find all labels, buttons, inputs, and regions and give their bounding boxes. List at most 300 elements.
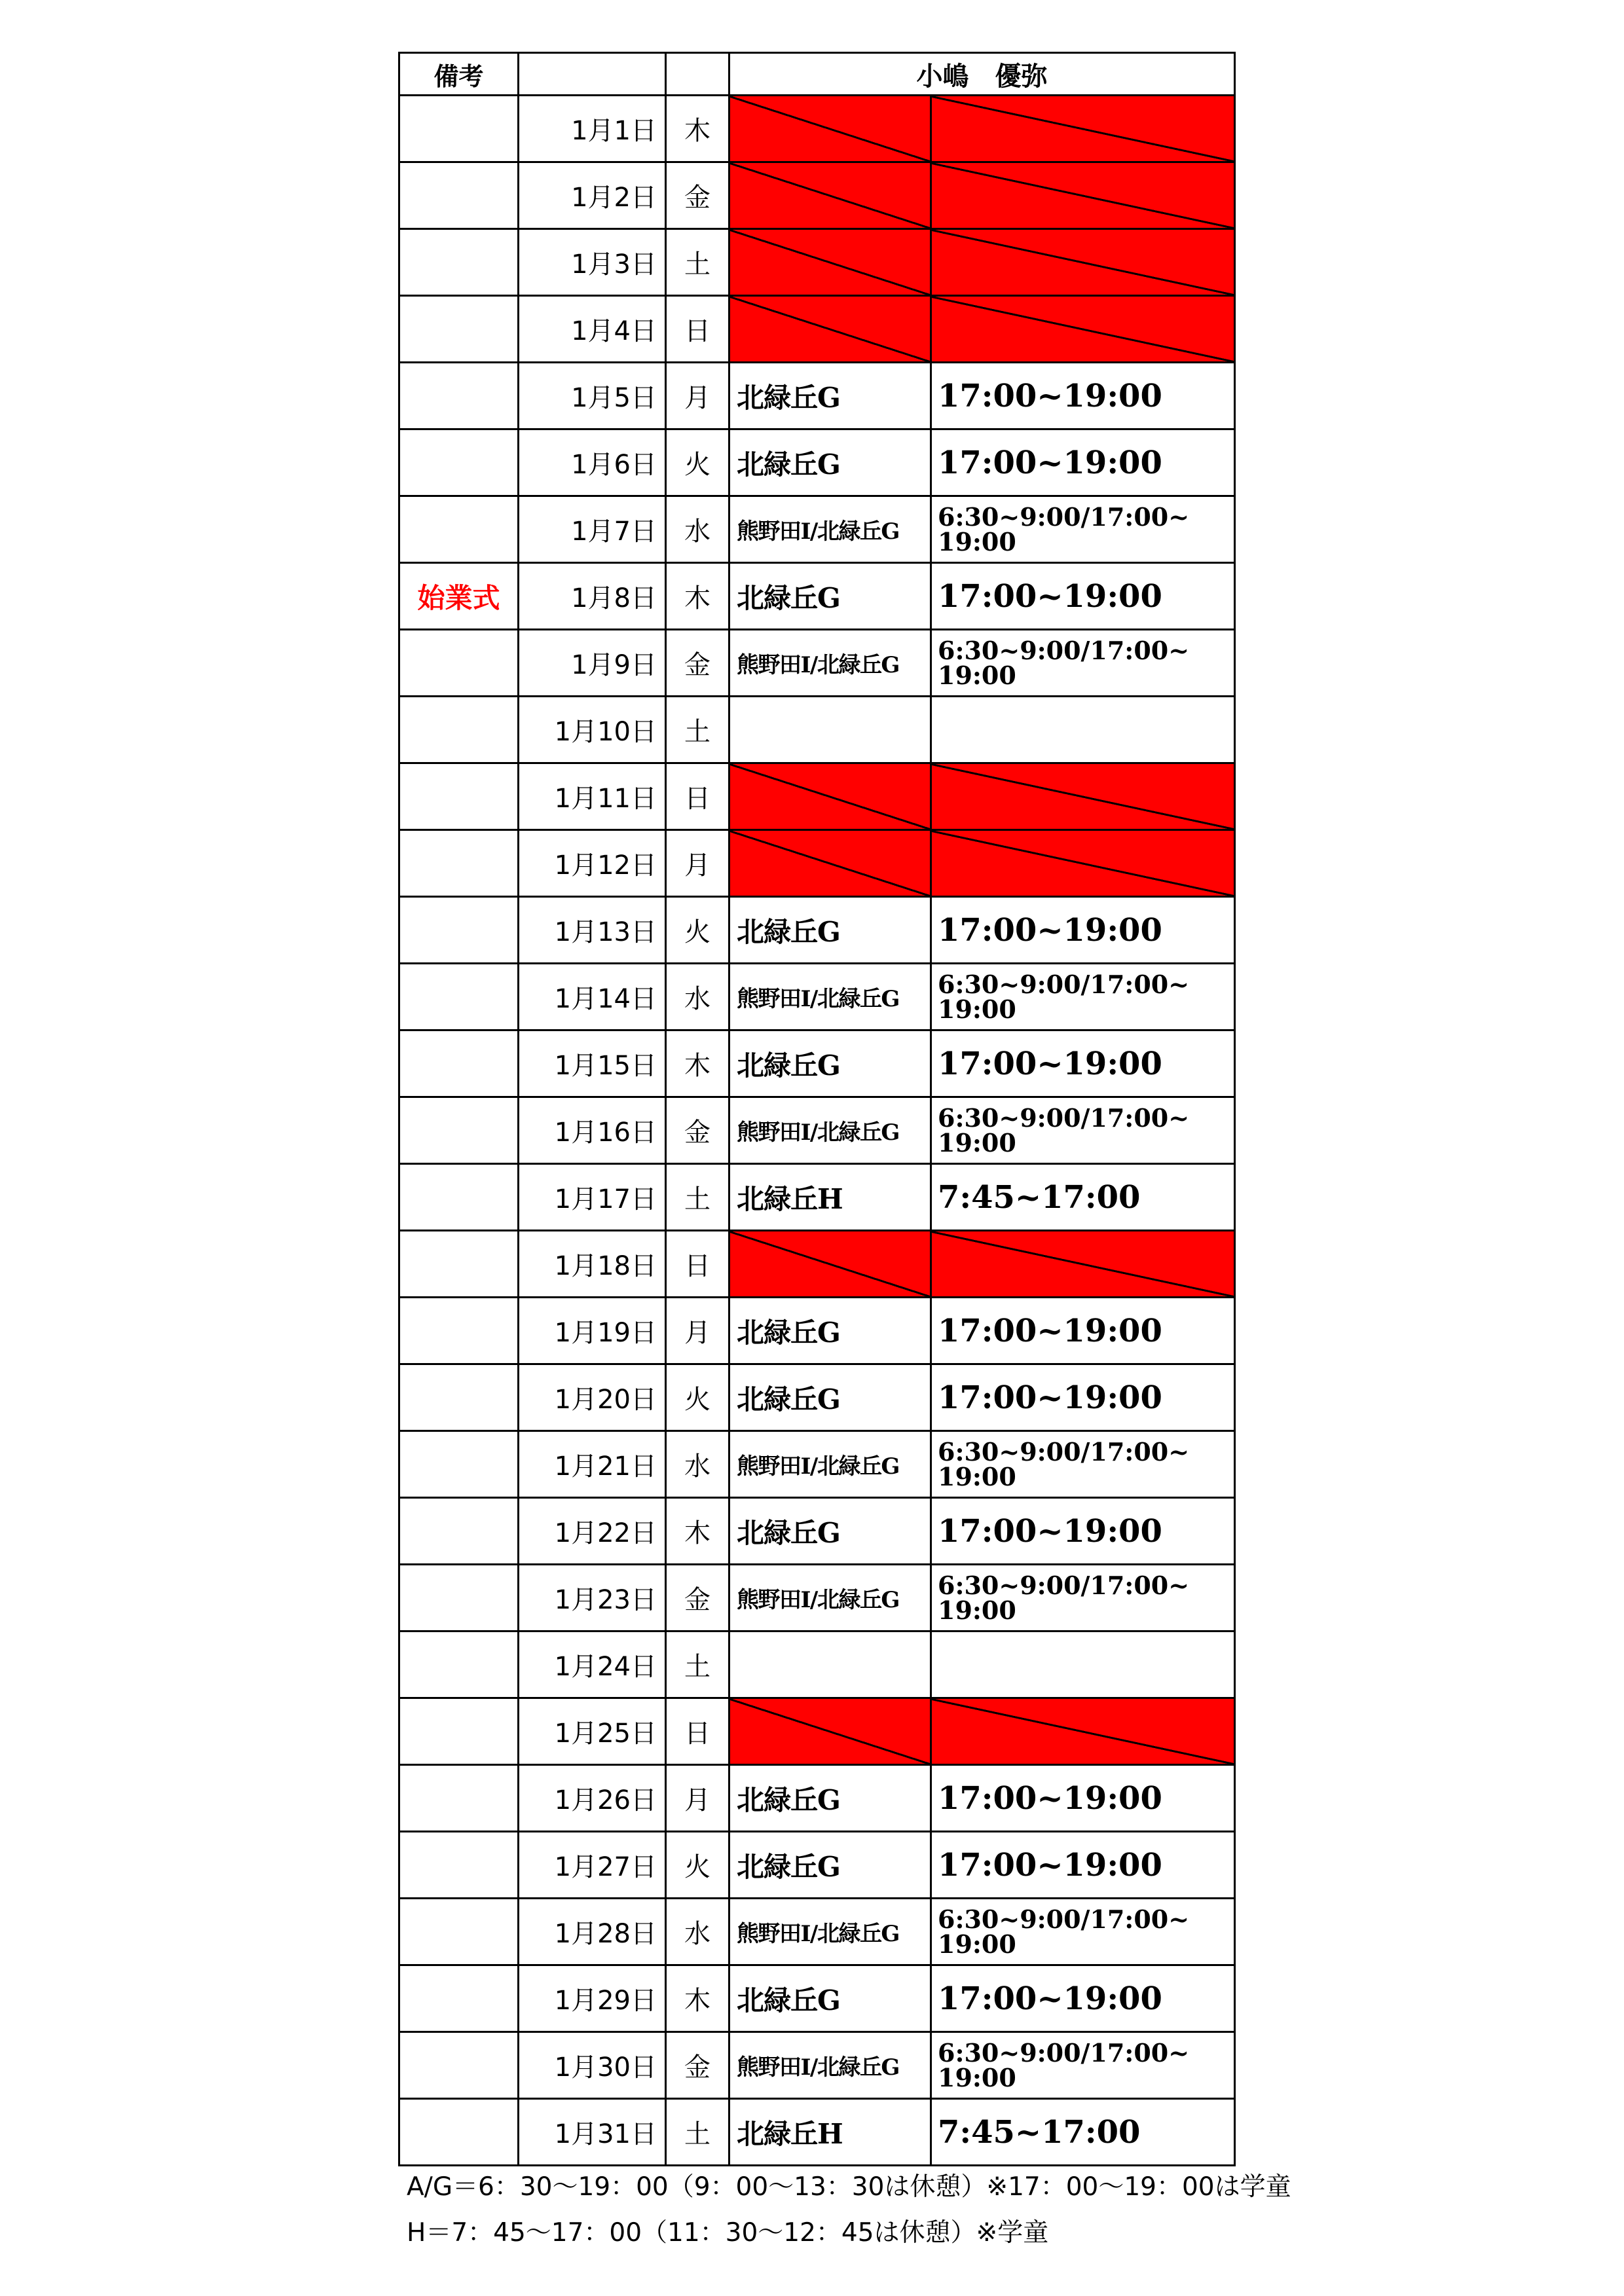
- location-cell: [730, 1565, 932, 1632]
- date-cell: [519, 430, 667, 497]
- location-text: 熊野田I/北緑丘G: [737, 986, 899, 1012]
- weekday-text: 土: [684, 1652, 710, 1682]
- location-text: 北緑丘H: [737, 2117, 843, 2150]
- schedule-row: [400, 764, 1236, 831]
- location-cell: [730, 564, 932, 630]
- note-cell: [400, 1231, 519, 1298]
- schedule-row: [400, 96, 1236, 163]
- date-text: 1月31日: [554, 2119, 657, 2149]
- time-cell: [932, 697, 1236, 764]
- schedule-row: [400, 1165, 1236, 1231]
- weekday-cell: [667, 230, 730, 297]
- schedule-row: [400, 497, 1236, 564]
- location-cell: [730, 630, 932, 697]
- date-text: 1月27日: [554, 1852, 657, 1882]
- weekday-text: 金: [684, 1118, 710, 1148]
- weekday-text: 日: [684, 1719, 710, 1749]
- date-cell: [519, 96, 667, 163]
- location-cell: [730, 1365, 932, 1432]
- date-cell: [519, 2100, 667, 2166]
- weekday-text: 火: [684, 1852, 710, 1882]
- date-text: 1月21日: [554, 1451, 657, 1482]
- time-text: 7:45~17:00: [938, 2113, 1141, 2151]
- weekday-cell: [667, 497, 730, 564]
- date-cell: [519, 1499, 667, 1565]
- schedule-row: [400, 297, 1236, 363]
- schedule-row: [400, 430, 1236, 497]
- weekday-text: 水: [684, 984, 710, 1014]
- date-cell: [519, 1031, 667, 1098]
- date-cell: [519, 1365, 667, 1432]
- date-cell: [519, 1766, 667, 1832]
- weekday-text: 月: [684, 383, 710, 413]
- footer-note-line: H＝7：45～17：00（11：30～12：45は休憩）※学童: [407, 2218, 1049, 2248]
- time-cell: [932, 2033, 1236, 2100]
- location-cell: [730, 1165, 932, 1231]
- location-cell: [730, 1966, 932, 2033]
- weekday-cell: [667, 163, 730, 230]
- location-text: 熊野田I/北緑丘G: [737, 652, 899, 678]
- date-cell: [519, 764, 667, 831]
- weekday-text: 土: [684, 2119, 710, 2149]
- weekday-cell: [667, 430, 730, 497]
- date-text: 1月20日: [554, 1385, 657, 1415]
- weekday-text: 火: [684, 917, 710, 947]
- note-cell: [400, 1699, 519, 1766]
- weekday-text: 水: [684, 1451, 710, 1482]
- weekday-text: 木: [684, 1518, 710, 1548]
- time-cell: [932, 964, 1236, 1031]
- schedule-row: [400, 1031, 1236, 1098]
- location-cell: [730, 1899, 932, 1966]
- weekday-cell: [667, 1499, 730, 1565]
- closed-time-cell: [932, 764, 1236, 831]
- schedule-row: [400, 1632, 1236, 1699]
- note-cell: [400, 1766, 519, 1832]
- location-cell: [730, 430, 932, 497]
- time-cell: [932, 363, 1236, 430]
- schedule-row: [400, 1832, 1236, 1899]
- location-cell: [730, 1098, 932, 1165]
- weekday-cell: [667, 1699, 730, 1766]
- note-cell: [400, 497, 519, 564]
- schedule-row: [400, 2100, 1236, 2166]
- location-text: 北緑丘G: [737, 1783, 840, 1816]
- weekday-cell: [667, 96, 730, 163]
- note-cell: [400, 697, 519, 764]
- location-text: 北緑丘G: [737, 915, 840, 948]
- time-text: 17:00~19:00: [938, 1045, 1162, 1082]
- time-text: 17:00~19:00: [938, 377, 1162, 414]
- date-text: 1月19日: [554, 1318, 657, 1348]
- time-text: 17:00~19:00: [938, 911, 1162, 949]
- schedule-row: [400, 630, 1236, 697]
- closed-time-cell: [932, 96, 1236, 163]
- schedule-row: [400, 898, 1236, 964]
- note-cell: [400, 630, 519, 697]
- closed-time-cell: [932, 297, 1236, 363]
- weekday-text: 土: [684, 249, 710, 280]
- date-text: 1月23日: [554, 1585, 657, 1615]
- schedule-row: [400, 1966, 1236, 2033]
- closed-time-cell: [932, 163, 1236, 230]
- weekday-text: 水: [684, 1919, 710, 1949]
- weekday-text: 木: [684, 1051, 710, 1081]
- note-cell: [400, 898, 519, 964]
- location-cell: [730, 2033, 932, 2100]
- note-cell: [400, 2100, 519, 2166]
- date-cell: [519, 1966, 667, 2033]
- time-text: 17:00~19:00: [938, 1512, 1162, 1550]
- date-cell: [519, 1098, 667, 1165]
- time-cell: [932, 1165, 1236, 1231]
- location-text: 熊野田I/北緑丘G: [737, 519, 899, 545]
- weekday-cell: [667, 1832, 730, 1899]
- weekday-text: 月: [684, 850, 710, 881]
- schedule-row: [400, 1899, 1236, 1966]
- schedule-body: [400, 96, 1236, 2166]
- note-cell: [400, 764, 519, 831]
- date-text: 1月11日: [554, 784, 657, 814]
- weekday-text: 木: [684, 1986, 710, 2016]
- weekday-text: 水: [684, 517, 710, 547]
- weekday-cell: [667, 2100, 730, 2166]
- weekday-text: 土: [684, 717, 710, 747]
- time-text: 17:00~19:00: [938, 1379, 1162, 1416]
- weekday-text: 月: [684, 1318, 710, 1348]
- closed-time-cell: [932, 1231, 1236, 1298]
- date-header-cell: [519, 54, 667, 96]
- weekday-text: 金: [684, 2052, 710, 2083]
- schedule-row: [400, 163, 1236, 230]
- date-cell: [519, 1699, 667, 1766]
- schedule-row: [400, 363, 1236, 430]
- weekday-cell: [667, 697, 730, 764]
- location-text: 北緑丘G: [737, 1984, 840, 2016]
- schedule-row: [400, 831, 1236, 898]
- weekday-cell: [667, 831, 730, 898]
- weekday-cell: [667, 297, 730, 363]
- weekday-text: 火: [684, 450, 710, 480]
- schedule-row: [400, 564, 1236, 630]
- note-cell: [400, 1165, 519, 1231]
- time-text: 17:00~19:00: [938, 1312, 1162, 1349]
- weekday-text: 土: [684, 1184, 710, 1214]
- note-cell: [400, 230, 519, 297]
- weekday-cell: [667, 1432, 730, 1499]
- date-cell: [519, 163, 667, 230]
- date-text: 1月4日: [571, 316, 657, 346]
- date-text: 1月10日: [554, 717, 657, 747]
- date-cell: [519, 1165, 667, 1231]
- time-text: 17:00~19:00: [938, 1779, 1162, 1817]
- date-text: 1月13日: [554, 917, 657, 947]
- date-text: 1月9日: [571, 650, 657, 680]
- time-cell: [932, 2100, 1236, 2166]
- time-cell: [932, 1899, 1236, 1966]
- note-cell: [400, 1632, 519, 1699]
- closed-location-cell: [730, 297, 932, 363]
- date-text: 1月2日: [571, 183, 657, 213]
- date-text: 1月17日: [554, 1184, 657, 1214]
- location-text: 北緑丘H: [737, 1182, 843, 1215]
- schedule-row: [400, 1766, 1236, 1832]
- location-text: 北緑丘G: [737, 1316, 840, 1349]
- footer-notes: [407, 2164, 1291, 2256]
- date-text: 1月14日: [554, 984, 657, 1014]
- schedule-row: [400, 230, 1236, 297]
- weekday-text: 金: [684, 1585, 710, 1615]
- date-cell: [519, 363, 667, 430]
- date-text: 1月1日: [571, 116, 657, 146]
- date-cell: [519, 964, 667, 1031]
- time-text: 6:30~9:00/17:00~ 19:00: [938, 635, 1190, 690]
- time-text: 17:00~19:00: [938, 1980, 1162, 2017]
- closed-location-cell: [730, 764, 932, 831]
- closed-time-cell: [932, 1699, 1236, 1766]
- date-cell: [519, 297, 667, 363]
- schedule-row: [400, 1231, 1236, 1298]
- closed-location-cell: [730, 831, 932, 898]
- date-cell: [519, 1565, 667, 1632]
- location-cell: [730, 898, 932, 964]
- time-text: 17:00~19:00: [938, 1846, 1162, 1884]
- time-cell: [932, 1499, 1236, 1565]
- location-text: 熊野田I/北緑丘G: [737, 1453, 899, 1480]
- weekday-cell: [667, 1565, 730, 1632]
- date-text: 1月18日: [554, 1251, 657, 1281]
- note-cell: [400, 1832, 519, 1899]
- date-text: 1月24日: [554, 1652, 657, 1682]
- weekday-cell: [667, 1298, 730, 1365]
- time-cell: [932, 1365, 1236, 1432]
- closed-time-cell: [932, 230, 1236, 297]
- weekday-cell: [667, 964, 730, 1031]
- date-text: 1月30日: [554, 2052, 657, 2083]
- note-cell: [400, 1565, 519, 1632]
- note-cell: [400, 297, 519, 363]
- date-cell: [519, 1632, 667, 1699]
- note-cell: [400, 1365, 519, 1432]
- location-cell: [730, 697, 932, 764]
- time-text: 17:00~19:00: [938, 444, 1162, 481]
- schedule-row: [400, 1365, 1236, 1432]
- time-cell: [932, 1565, 1236, 1632]
- time-text: 17:00~19:00: [938, 577, 1162, 615]
- date-text: 1月3日: [571, 249, 657, 280]
- time-text: 6:30~9:00/17:00~ 19:00: [938, 501, 1190, 556]
- note-cell: [400, 1031, 519, 1098]
- date-cell: [519, 497, 667, 564]
- location-cell: [730, 1832, 932, 1899]
- weekday-cell: [667, 1632, 730, 1699]
- date-cell: [519, 630, 667, 697]
- closed-location-cell: [730, 96, 932, 163]
- time-cell: [932, 1098, 1236, 1165]
- note-cell: [400, 2033, 519, 2100]
- weekday-text: 日: [684, 316, 710, 346]
- location-cell: [730, 1499, 932, 1565]
- time-text: 6:30~9:00/17:00~ 19:00: [938, 1570, 1190, 1625]
- schedule-row: [400, 1565, 1236, 1632]
- closed-location-cell: [730, 1231, 932, 1298]
- schedule-row: [400, 2033, 1236, 2100]
- weekday-cell: [667, 1098, 730, 1165]
- time-cell: [932, 630, 1236, 697]
- weekday-cell: [667, 2033, 730, 2100]
- closed-location-cell: [730, 163, 932, 230]
- weekday-cell: [667, 564, 730, 630]
- location-text: 北緑丘G: [737, 581, 840, 614]
- weekday-cell: [667, 1165, 730, 1231]
- person-name: 小嶋 優弥: [916, 61, 1048, 92]
- date-cell: [519, 697, 667, 764]
- weekday-text: 日: [684, 784, 710, 814]
- location-cell: [730, 1632, 932, 1699]
- note-cell: [400, 430, 519, 497]
- weekday-cell: [667, 630, 730, 697]
- time-text: 7:45~17:00: [938, 1178, 1141, 1216]
- note-cell: [400, 831, 519, 898]
- time-cell: [932, 898, 1236, 964]
- location-cell: [730, 1766, 932, 1832]
- date-cell: [519, 230, 667, 297]
- time-cell: [932, 1832, 1236, 1899]
- date-text: 1月8日: [571, 583, 657, 613]
- time-cell: [932, 1766, 1236, 1832]
- time-cell: [932, 564, 1236, 630]
- weekday-cell: [667, 1031, 730, 1098]
- note-cell: [400, 1899, 519, 1966]
- date-text: 1月22日: [554, 1518, 657, 1548]
- location-cell: [730, 1031, 932, 1098]
- weekday-text: 火: [684, 1385, 710, 1415]
- date-cell: [519, 2033, 667, 2100]
- weekday-text: 金: [684, 650, 710, 680]
- note-cell: [400, 1432, 519, 1499]
- note-cell: [400, 96, 519, 163]
- closed-location-cell: [730, 1699, 932, 1766]
- date-text: 1月25日: [554, 1719, 657, 1749]
- name-header-cell: [730, 54, 1236, 96]
- note-text: 始業式: [417, 581, 500, 614]
- weekday-cell: [667, 898, 730, 964]
- time-text: 6:30~9:00/17:00~ 19:00: [938, 1102, 1190, 1157]
- date-cell: [519, 898, 667, 964]
- date-text: 1月29日: [554, 1986, 657, 2016]
- schedule-row: [400, 1699, 1236, 1766]
- date-text: 1月16日: [554, 1118, 657, 1148]
- time-cell: [932, 1432, 1236, 1499]
- schedule-row: [400, 964, 1236, 1031]
- closed-location-cell: [730, 230, 932, 297]
- note-header-label: 備考: [434, 61, 484, 91]
- time-text: 6:30~9:00/17:00~ 19:00: [938, 1904, 1190, 1959]
- location-text: 熊野田I/北緑丘G: [737, 2054, 899, 2081]
- weekday-cell: [667, 1899, 730, 1966]
- time-text: 6:30~9:00/17:00~ 19:00: [938, 969, 1190, 1024]
- schedule-row: [400, 1098, 1236, 1165]
- footer-note-line: A/G＝6：30～19：00（9：00～13：30は休憩）※17：00～19：00は学童: [407, 2172, 1291, 2202]
- date-text: 1月7日: [571, 517, 657, 547]
- location-text: 北緑丘G: [737, 381, 840, 414]
- date-cell: [519, 831, 667, 898]
- date-text: 1月15日: [554, 1051, 657, 1081]
- weekday-cell: [667, 1231, 730, 1298]
- date-cell: [519, 1298, 667, 1365]
- weekday-cell: [667, 363, 730, 430]
- location-cell: [730, 2100, 932, 2166]
- date-text: 1月5日: [571, 383, 657, 413]
- note-cell: [400, 363, 519, 430]
- date-cell: [519, 1899, 667, 1966]
- date-text: 1月6日: [571, 450, 657, 480]
- schedule-row: [400, 1298, 1236, 1365]
- note-cell: [400, 1499, 519, 1565]
- time-cell: [932, 1632, 1236, 1699]
- location-cell: [730, 497, 932, 564]
- closed-time-cell: [932, 831, 1236, 898]
- location-cell: [730, 1298, 932, 1365]
- date-text: 1月26日: [554, 1785, 657, 1815]
- weekday-text: 金: [684, 183, 710, 213]
- note-cell: [400, 964, 519, 1031]
- location-text: 北緑丘G: [737, 1049, 840, 1082]
- note-header-cell: [400, 54, 519, 96]
- location-cell: [730, 363, 932, 430]
- schedule-row: [400, 1432, 1236, 1499]
- schedule-sheet: [398, 52, 1236, 2166]
- location-text: 熊野田I/北緑丘G: [737, 1120, 899, 1146]
- schedule-row: [400, 1499, 1236, 1565]
- time-text: 6:30~9:00/17:00~ 19:00: [938, 1436, 1190, 1491]
- location-cell: [730, 1432, 932, 1499]
- time-cell: [932, 1298, 1236, 1365]
- date-cell: [519, 1231, 667, 1298]
- date-text: 1月12日: [554, 850, 657, 881]
- date-cell: [519, 1832, 667, 1899]
- date-cell: [519, 1432, 667, 1499]
- schedule-row: [400, 697, 1236, 764]
- weekday-text: 木: [684, 583, 710, 613]
- time-cell: [932, 1966, 1236, 2033]
- note-cell: [400, 1298, 519, 1365]
- note-cell: [400, 564, 519, 630]
- time-cell: [932, 1031, 1236, 1098]
- weekday-cell: [667, 764, 730, 831]
- weekday-text: 木: [684, 116, 710, 146]
- date-text: 1月28日: [554, 1919, 657, 1949]
- location-text: 北緑丘G: [737, 1383, 840, 1415]
- weekday-text: 月: [684, 1785, 710, 1815]
- weekday-header-cell: [667, 54, 730, 96]
- location-text: 熊野田I/北緑丘G: [737, 1921, 899, 1947]
- weekday-cell: [667, 1766, 730, 1832]
- header-row: [400, 54, 1236, 96]
- location-cell: [730, 964, 932, 1031]
- time-text: 6:30~9:00/17:00~ 19:00: [938, 2037, 1190, 2092]
- location-text: 北緑丘G: [737, 1516, 840, 1549]
- weekday-text: 日: [684, 1251, 710, 1281]
- note-cell: [400, 1966, 519, 2033]
- location-text: 北緑丘G: [737, 448, 840, 481]
- note-cell: [400, 1098, 519, 1165]
- weekday-cell: [667, 1966, 730, 2033]
- time-cell: [932, 430, 1236, 497]
- location-text: 熊野田I/北緑丘G: [737, 1587, 899, 1613]
- date-cell: [519, 564, 667, 630]
- location-text: 北緑丘G: [737, 1850, 840, 1883]
